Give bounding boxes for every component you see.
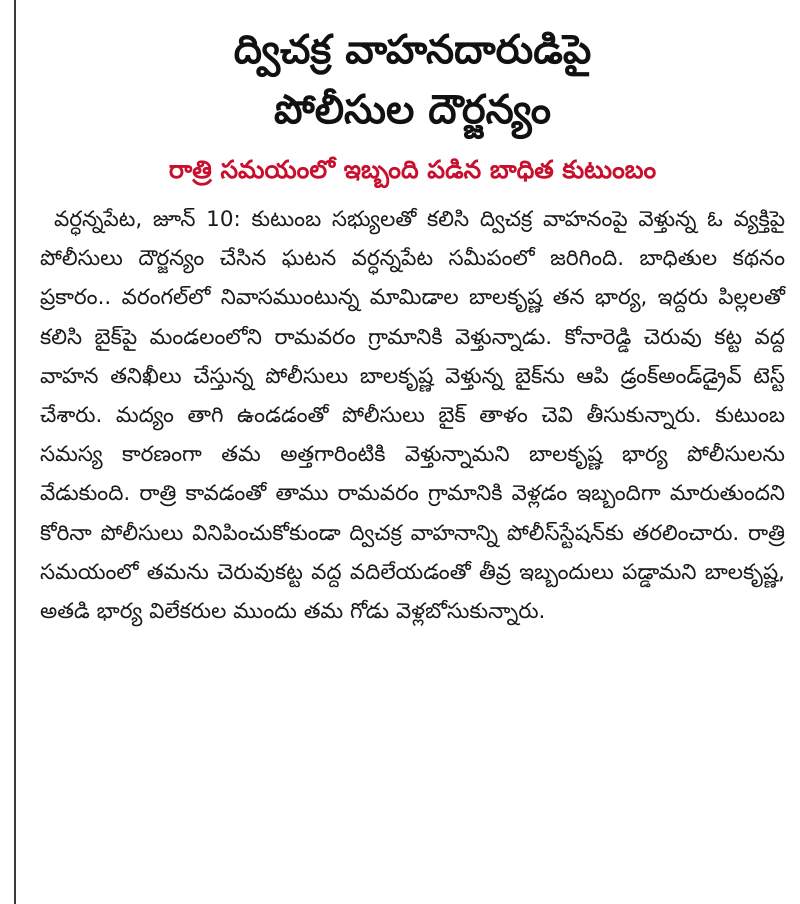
article-body: వర్ధన్నపేట, జూన్ 10: కుటుంబ సభ్యులతో కలిసి ద్విచక్ర వాహనంపై వెళ్తున్న ఓ వ్యక్తిపై పోలీసులు దౌర్జన్యం చేసిన ఘటన వర్ధన్నపేట సమీపంలో జరిగింది. బాధితుల కథనం ప్రకారం.. వరంగల్‌లో నివాసముంటున్న మామిడాల బాలకృష్ణ తన భార్య, ఇద్దరు పిల్లలతో కలిసి బైక్‌పై మండలంలోని రామవరం గ్రామానికి వెళ్తున్నాడు. కోనారెడ్డి చెరువు కట్ట వద్ద వాహన తనిఖీలు చేస్తున్న పోలీసులు బాలకృష్ణ వెళ్తున్న బైక్‌ను ఆపి డ్రంక్‌అండ్‌డ్రైవ్ టెస్ట్ చేశారు. మద్యం తాగి ఉండడంతో పోలీసులు బైక్ తాళం చెవి తీసుకున్నారు. కుటుంబ సమస్య కారణంగా తమ అత్తగారింటికి వెళ్తున్నామని బాలకృష్ణ భార్య పోలీసులను వేడుకుంది. రాత్రి కావడంతో తాము రామవరం గ్రామానికి వెళ్లడం ఇబ్బందిగా మారుతుందని కోరినా పోలీసులు వినిపించుకోకుండా ద్విచక్ర వాహనాన్ని పోలీస్‌స్టేషన్‌కు తరలించారు. రాత్రి సమయంలో తమను చెరువుకట్ట వద్ద వదిలేయడంతో తీవ్ర ఇబ్బందులు పడ్డామని బాలకృష్ణ, అతడి భార్య విలేకరుల ముందు తమ గోడు వెళ్లబోసుకున్నారు. bbox=[40, 207, 785, 625]
headline-line-2: పోలీసుల దౌర్జన్యం bbox=[274, 87, 551, 133]
headline-line-1: ద్విచక్ర వాహనదారుడిపై bbox=[233, 27, 592, 73]
news-article bbox=[40, 0, 785, 631]
subheadline: రాత్రి సమయంలో ఇబ్బంది పడిన బాధిత కుటుంబం bbox=[168, 155, 657, 184]
column-divider bbox=[14, 0, 16, 904]
